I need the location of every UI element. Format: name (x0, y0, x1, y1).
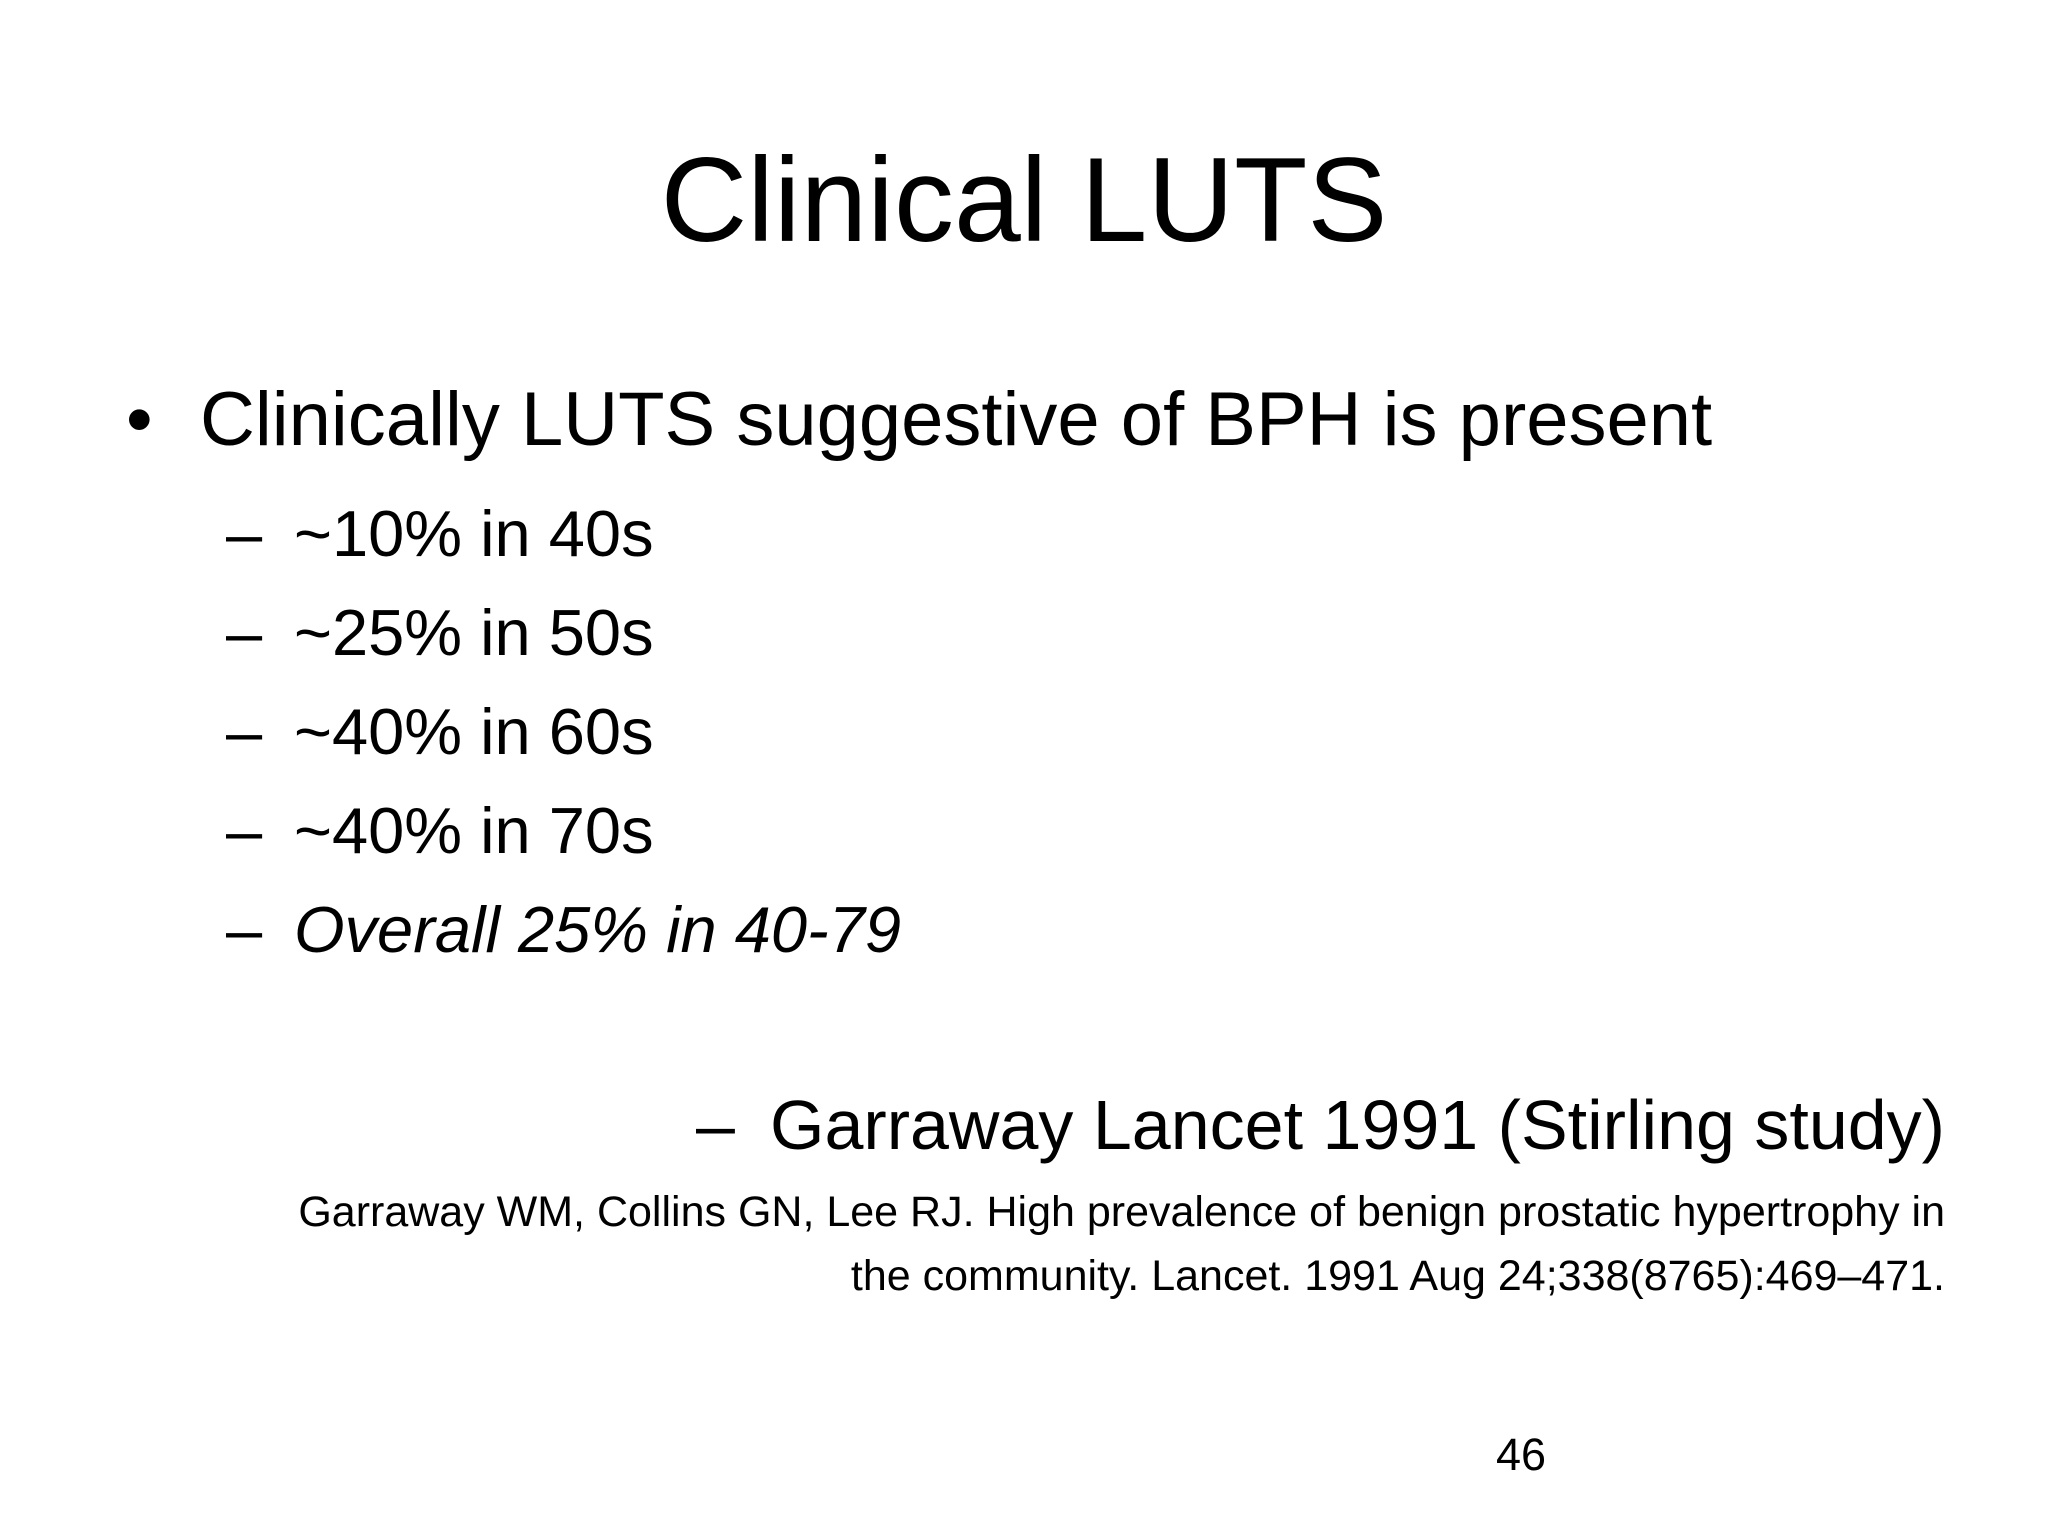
sub-bullet-item (226, 484, 901, 583)
sub-bullet-text: ~10% in 40s (294, 497, 654, 570)
sub-bullet-text: Overall 25% in 40-79 (294, 893, 901, 966)
sub-bullet-item-overall (226, 880, 901, 979)
main-bullet-text: Clinically LUTS suggestive of BPH is present (200, 377, 1713, 462)
page-number: 46 (1496, 1429, 1547, 1480)
dash-marker: – (226, 596, 263, 669)
sub-bullet-text: ~40% in 70s (294, 794, 654, 867)
reference-text: Garraway WM, Collins GN, Lee RJ. High prevalence of benign prostatic hypertrophy in the community. Lancet. 1991 Aug 24;338(8765):469–471. (298, 1188, 1945, 1300)
sub-bullet-list (226, 484, 901, 979)
sub-bullet-item (226, 583, 901, 682)
citation-line (696, 1083, 1945, 1167)
dash-marker: – (226, 695, 263, 768)
citation-text: Garraway Lancet 1991 (Stirling study) (770, 1086, 1945, 1164)
sub-bullet-item (226, 682, 901, 781)
sub-bullet-text: ~40% in 60s (294, 695, 654, 768)
dash-marker: – (226, 497, 263, 570)
bullet-marker: • (126, 377, 153, 462)
sub-bullet-text: ~25% in 50s (294, 596, 654, 669)
main-bullet (126, 375, 1712, 465)
sub-bullet-item (226, 781, 901, 880)
dash-marker: – (226, 893, 263, 966)
dash-marker: – (226, 794, 263, 867)
slide-title: Clinical LUTS (660, 133, 1388, 267)
dash-marker: – (696, 1086, 735, 1164)
